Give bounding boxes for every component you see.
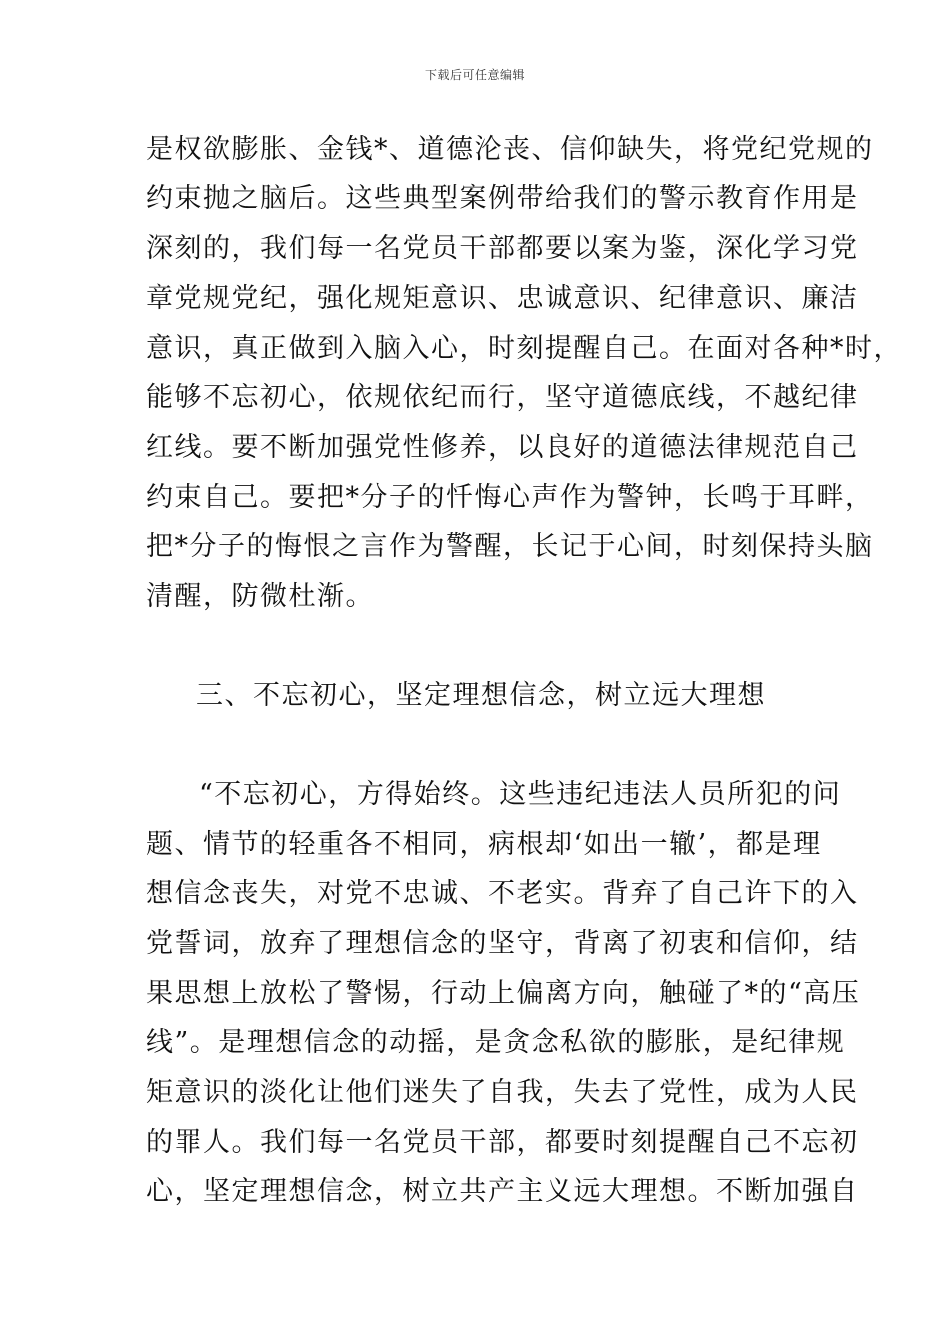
section-heading: 三、不忘初心，坚定理想信念，树立远大理想 xyxy=(196,680,766,711)
paragraph-line: 红线。要不断加强党性修养，以良好的道德法律规范自己 xyxy=(146,432,859,463)
paragraph-line: 是权欲膨胀、金钱*、道德沦丧、信仰缺失，将党纪党规的 xyxy=(146,134,874,165)
page-header-note: 下载后可任意编辑 xyxy=(424,68,525,82)
paragraph-line: 想信念丧失，对党不忠诚、不老实。背弃了自己许下的入 xyxy=(146,878,859,909)
paragraph-line: 约束抛之脑后。这些典型案例带给我们的警示教育作用是 xyxy=(146,183,859,214)
paragraph-line: 党誓词，放弃了理想信念的坚守，背离了初衷和信仰，结 xyxy=(146,928,859,959)
paragraph-line: “不忘初心，方得始终。这些违纪违法人员所犯的问 xyxy=(199,779,842,810)
paragraph-line: 线”。是理想信念的动摇，是贪念私欲的膨胀，是纪律规 xyxy=(146,1027,846,1058)
paragraph-line: 深刻的，我们每一名党员干部都要以案为鉴，深化学习党 xyxy=(146,233,859,264)
paragraph-line: 约束自己。要把*分子的忏悔心声作为警钟，长鸣于耳畔， xyxy=(146,482,874,513)
paragraph-line: 能够不忘初心，依规依纪而行，坚守道德底线，不越纪律 xyxy=(146,382,859,413)
paragraph-line: 果思想上放松了警惕，行动上偏离方向，触碰了*的“高压 xyxy=(146,978,861,1009)
paragraph-line: 矩意识的淡化让他们迷失了自我，失去了党性，成为人民 xyxy=(146,1077,859,1108)
paragraph-line: 章党规党纪，强化规矩意识、忠诚意识、纪律意识、廉洁 xyxy=(146,283,859,314)
paragraph-line: 意识，真正做到入脑入心，时刻提醒自己。在面对各种*时， xyxy=(146,333,902,364)
paragraph-line: 题、情节的轻重各不相同，病根却‘如出一辙’，都是理 xyxy=(146,829,822,860)
paragraph-line: 把*分子的悔恨之言作为警醒，长记于心间，时刻保持头脑 xyxy=(146,531,874,562)
paragraph-line: 心，坚定理想信念，树立共产主义远大理想。不断加强自 xyxy=(146,1176,859,1207)
paragraph-line: 清醒，防微杜渐。 xyxy=(146,581,374,612)
paragraph-line: 的罪人。我们每一名党员干部，都要时刻提醒自己不忘初 xyxy=(146,1127,859,1158)
